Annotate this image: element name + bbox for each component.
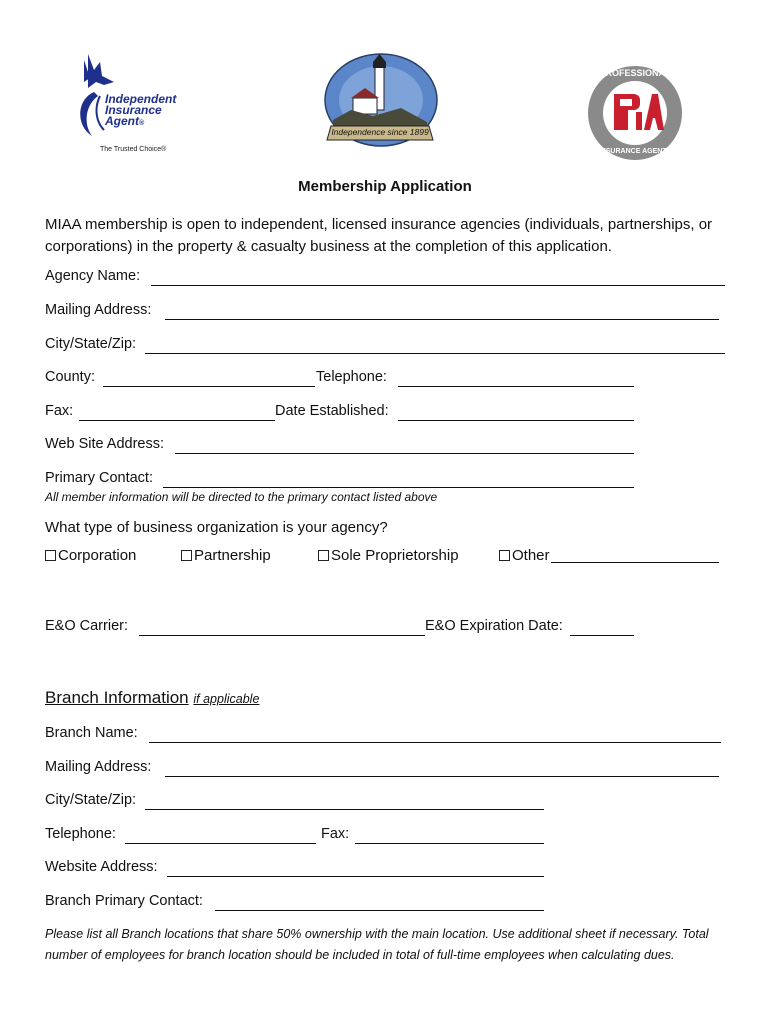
web-site-field[interactable] <box>175 453 634 454</box>
branch-primary-contact-label: Branch Primary Contact: <box>45 893 203 909</box>
iia-logo <box>74 52 204 158</box>
iia-line3: Agent <box>105 114 139 128</box>
primary-contact-note: All member information will be directed to the primary contact listed above <box>45 490 438 504</box>
branch-city-state-zip-label: City/State/Zip: <box>45 792 137 808</box>
branch-primary-contact-field[interactable] <box>215 910 544 911</box>
org-type-question: What type of business organization is your agency? <box>45 519 388 536</box>
partnership-label: Partnership <box>194 547 271 564</box>
branch-website-label: Website Address: <box>45 859 158 875</box>
miaa-logo <box>311 42 449 154</box>
branch-fax-label: Fax: <box>321 826 350 842</box>
date-established-field[interactable] <box>398 420 634 421</box>
county-label: County: <box>45 369 95 385</box>
miaa-banner-text: Independence since 1899 <box>331 127 429 137</box>
branch-telephone-field[interactable] <box>125 843 316 844</box>
county-field[interactable] <box>103 386 315 387</box>
corporation-checkbox[interactable] <box>45 550 56 561</box>
primary-contact-label: Primary Contact: <box>45 470 153 486</box>
branch-heading <box>45 688 259 708</box>
eo-expiration-field[interactable] <box>570 635 634 636</box>
pia-bottom-text: INSURANCE AGENTS <box>598 148 672 155</box>
option-sole-proprietorship[interactable] <box>318 547 459 564</box>
agency-name-field[interactable] <box>151 285 725 286</box>
corporation-label: Corporation <box>58 547 137 564</box>
eo-carrier-field[interactable] <box>139 635 425 636</box>
other-field[interactable] <box>551 548 719 563</box>
web-site-label: Web Site Address: <box>45 436 165 452</box>
iia-line2: Insurance <box>105 103 162 117</box>
branch-fax-field[interactable] <box>355 843 544 844</box>
iia-line1: Independent <box>105 92 177 106</box>
branch-telephone-label: Telephone: <box>45 826 116 842</box>
intro-text: MIAA membership is open to independent, licensed insurance agencies (individuals, partnerships, or corporations) in the property & casualty business at the completion of this application. <box>45 216 713 255</box>
mailing-address-field[interactable] <box>165 319 719 320</box>
iia-tagline: The Trusted Choice® <box>100 146 167 153</box>
branch-footer-note: Please list all Branch locations that share 50% ownership with the main location. Use additional sheet if necessary. Total number of employees for branch location should be included in total of full-time employees when calculating dues. <box>45 927 709 962</box>
city-state-zip-label: City/State/Zip: <box>45 336 137 352</box>
fax-label: Fax: <box>45 403 74 419</box>
option-partnership[interactable] <box>181 547 271 564</box>
option-other[interactable] <box>499 547 719 564</box>
option-corporation[interactable] <box>45 547 136 564</box>
other-label: Other <box>512 547 550 564</box>
mailing-address-label: Mailing Address: <box>45 302 152 318</box>
pia-logo <box>586 64 684 162</box>
branch-heading-sub: if applicable <box>193 692 260 706</box>
branch-mailing-address-label: Mailing Address: <box>45 759 152 775</box>
branch-website-field[interactable] <box>167 876 544 877</box>
partnership-checkbox[interactable] <box>181 550 192 561</box>
branch-mailing-address-field[interactable] <box>165 776 719 777</box>
pia-top-text: PROFESSIONAL <box>599 68 671 78</box>
branch-name-field[interactable] <box>149 742 721 743</box>
branch-city-state-zip-field[interactable] <box>145 809 544 810</box>
iia-reg: ® <box>139 120 145 127</box>
page-title: Membership Application <box>298 178 472 195</box>
branch-name-label: Branch Name: <box>45 725 138 741</box>
telephone-label: Telephone: <box>316 369 387 385</box>
city-state-zip-field[interactable] <box>145 353 725 354</box>
sole-proprietorship-label: Sole Proprietorship <box>331 547 459 564</box>
telephone-field[interactable] <box>398 386 634 387</box>
branch-heading-title: Branch Information <box>45 688 189 707</box>
sole-proprietorship-checkbox[interactable] <box>318 550 329 561</box>
primary-contact-field[interactable] <box>163 487 634 488</box>
eo-expiration-label: E&O Expiration Date: <box>425 618 563 634</box>
other-checkbox[interactable] <box>499 550 510 561</box>
agency-name-label: Agency Name: <box>45 268 141 284</box>
date-established-label: Date Established: <box>275 403 389 419</box>
fax-field[interactable] <box>79 420 275 421</box>
eo-carrier-label: E&O Carrier: <box>45 618 128 634</box>
